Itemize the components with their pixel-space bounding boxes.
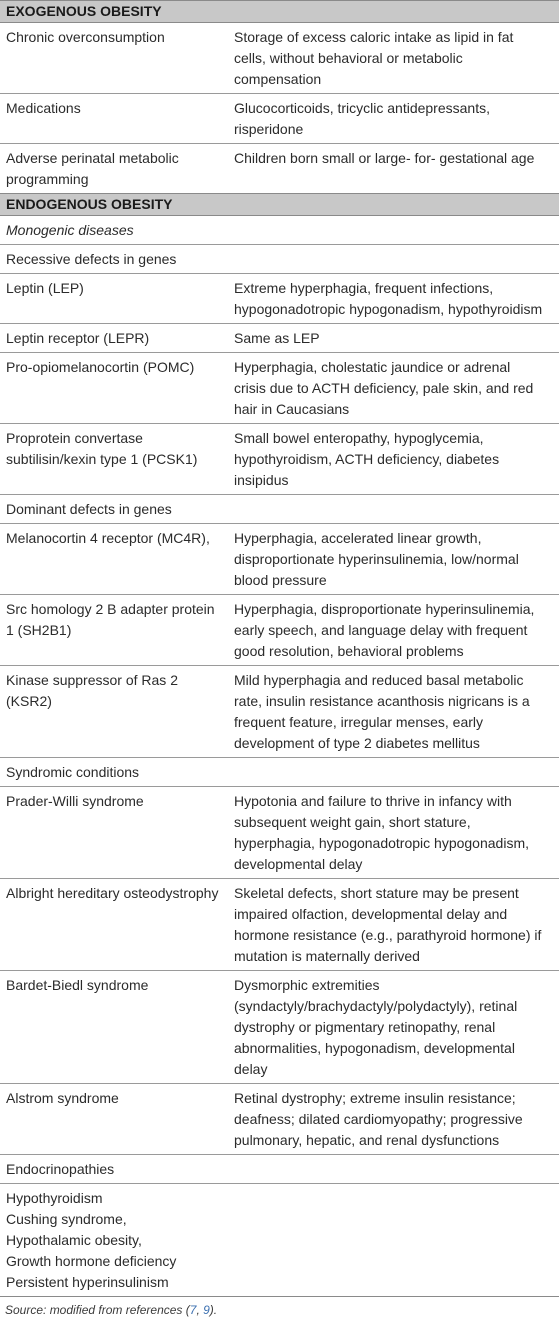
features-cell: Hyperphagia, accelerated linear growth, disproportionate hyperinsulinemia, low/normal blood pressure: [234, 530, 519, 588]
features-cell: Hyperphagia, cholestatic jaundice or adrenal crisis due to ACTH deficiency, pale skin, and red hair in Caucasians: [234, 359, 534, 417]
features-cell: [226, 220, 549, 241]
features-cell: Retinal dystrophy; extreme insulin resistance; deafness; dilated cardiomyopathy; progressive pulmonary, hepatic, and renal dysfunctions: [234, 1090, 523, 1148]
table-row: [0, 273, 559, 323]
cause-cell: Src homology 2 B adapter protein 1 (SH2B1): [6, 601, 215, 638]
features-cell: Children born small or large- for- gestational age: [234, 150, 535, 166]
list-item: Hypothalamic obesity,: [6, 1232, 142, 1248]
category-cell: Syndromic conditions: [6, 764, 140, 780]
cause-cell: Chronic overconsumption: [6, 29, 165, 45]
source-suffix: ).: [209, 1303, 218, 1317]
table-row: [0, 757, 559, 786]
category-cell: Monogenic diseases: [6, 222, 134, 238]
section-heading-exogenous: EXOGENOUS OBESITY: [0, 1, 559, 22]
cause-cell: Leptin (LEP): [6, 280, 84, 296]
source-sep: ,: [196, 1303, 204, 1317]
list-item: Persistent hyperinsulinism: [6, 1274, 169, 1290]
features-cell: Same as LEP: [234, 330, 320, 346]
cause-cell: Melanocortin 4 receptor (MC4R),: [6, 530, 210, 546]
cause-cell: Proprotein convertase subtilisin/kexin type 1 (PCSK1): [6, 430, 198, 467]
table-row: [0, 143, 559, 193]
cause-cell: Bardet-Biedl syndrome: [6, 977, 149, 993]
cause-cell: Kinase suppressor of Ras 2 (KSR2): [6, 672, 178, 709]
cause-cell: Medications: [6, 100, 81, 116]
table-row: [0, 786, 559, 878]
list-item: Cushing syndrome,: [6, 1211, 127, 1227]
table-row: [0, 594, 559, 665]
features-cell: Small bowel enteropathy, hypoglycemia, hypothyroidism, ACTH deficiency, diabetes insipidus: [234, 430, 500, 488]
features-cell: [226, 762, 549, 783]
cause-cell: Alstrom syndrome: [6, 1090, 119, 1106]
section-heading-endogenous: ENDOGENOUS OBESITY: [0, 194, 559, 215]
features-cell: [226, 499, 549, 520]
features-cell: Glucocorticoids, tricyclic antidepressants, risperidone: [234, 100, 490, 137]
table-row: [0, 423, 559, 494]
cause-cell: Prader-Willi syndrome: [6, 793, 144, 809]
table-row: [0, 1083, 559, 1154]
features-cell: Mild hyperphagia and reduced basal metabolic rate, insulin resistance acanthosis nigricans is a frequent feature, irregular menses, early development of type 2 diabetes mellitus: [234, 672, 530, 751]
category-cell: Endocrinopathies: [6, 1161, 115, 1177]
bottom-rule: [0, 1296, 559, 1297]
table-row: [0, 665, 559, 757]
table-row: [0, 1154, 559, 1183]
table-row: [0, 93, 559, 143]
source-prefix: Source: modified from references (: [5, 1303, 190, 1317]
features-cell: Hyperphagia, disproportionate hyperinsulinemia, early speech, and language delay with frequent good resolution, behavioral problems: [234, 601, 535, 659]
cause-cell: Albright hereditary osteodystrophy: [6, 885, 219, 901]
features-cell: Storage of excess caloric intake as lipid in fat cells, without behavioral or metabolic compensation: [234, 29, 514, 87]
list-item: Hypothyroidism: [6, 1190, 103, 1206]
table-row: [0, 244, 559, 273]
features-cell: [226, 1159, 549, 1180]
cause-cell: Pro-opiomelanocortin (POMC): [6, 359, 195, 375]
features-cell: [226, 1188, 549, 1293]
list-item: Growth hormone deficiency: [6, 1253, 177, 1269]
cause-cell: Adverse perinatal metabolic programming: [6, 150, 179, 187]
endocrinopathy-list: [0, 1188, 226, 1293]
table-row: [0, 494, 559, 523]
features-cell: Hypotonia and failure to thrive in infancy with subsequent weight gain, short stature, hyperphagia, hypogonadotropic hypogonadism, developmental delay: [234, 793, 529, 872]
table-row: [0, 216, 559, 244]
table-row: [0, 352, 559, 423]
source-note: [5, 1303, 217, 1317]
table-row: [0, 878, 559, 970]
reference-link-9[interactable]: 9: [203, 1303, 210, 1317]
features-cell: Dysmorphic extremities (syndactyly/brachydactyly/polydactyly), retinal dystrophy or pigmentary retinopathy, renal abnormalities, hypogonadism, developmental delay: [234, 977, 518, 1077]
category-cell: Dominant defects in genes: [6, 501, 172, 517]
table-row: [0, 23, 559, 93]
features-cell: [226, 249, 549, 270]
table-row: [0, 1183, 559, 1296]
reference-link-7[interactable]: 7: [189, 1303, 197, 1317]
features-cell: Skeletal defects, short stature may be present impaired olfaction, developmental delay and hormone resistance (e.g., parathyroid hormone) if mutation is maternally derived: [234, 885, 542, 964]
features-cell: Extreme hyperphagia, frequent infections, hypogonadotropic hypogonadism, hypothyroidism: [234, 280, 543, 317]
category-cell: Recessive defects in genes: [6, 251, 177, 267]
table-row: [0, 323, 559, 352]
table-row: [0, 970, 559, 1083]
cause-cell: Leptin receptor (LEPR): [6, 330, 150, 346]
table-row: [0, 523, 559, 594]
